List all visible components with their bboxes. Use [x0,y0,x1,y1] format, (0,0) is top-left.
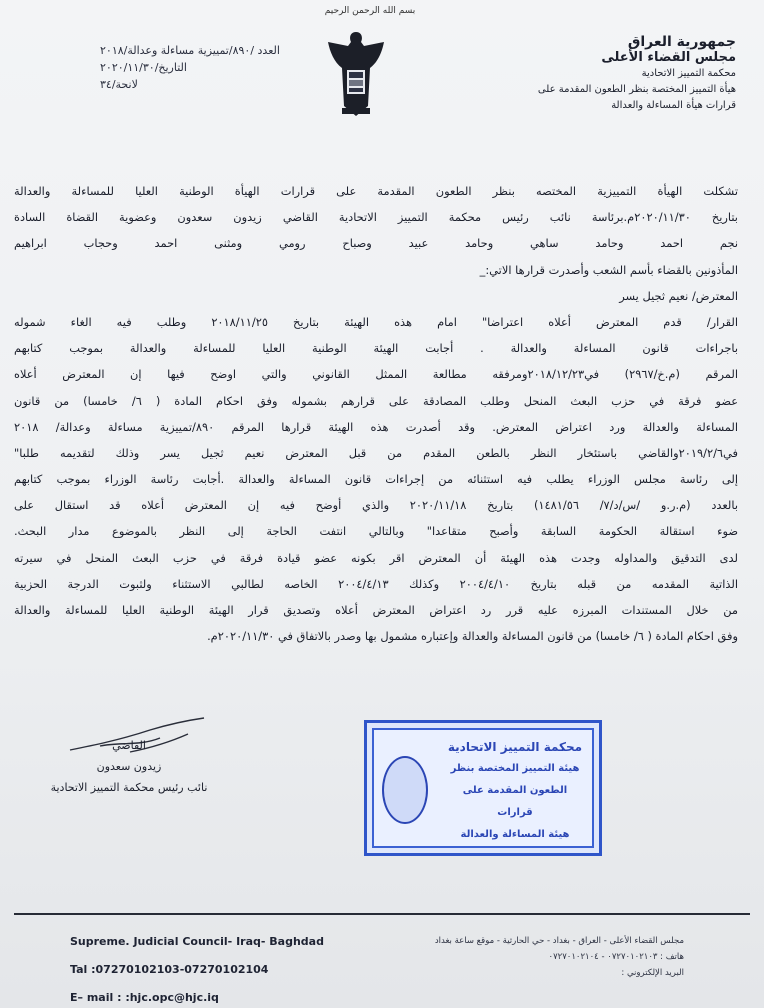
body-line-3: نجم احمد وحامد ساهي وحامد عبيد وصباح رومي ومثنى احمد وحجاب ابراهيم [14,236,738,251]
body-line-11: في٢٠١٩/٢/٦والقاضي باستئخار النظر بالطعن المقدم من قبل المعترض نعيم ثجيل يسر وذلك لتقديمه طلبا" [14,445,738,460]
body-line-10: المساءلة والعدالة ورد اعتراض المعترض. وقد أصدرت هذه الهيئة قرارها المرقم ٨٩٠/تمييزية مساءلة وعدالة/ ٢٠١٨ [14,419,738,434]
objector-name: المعترض/ نعيم ثجيل يسر [619,288,738,303]
document-date: التاريخ/٢٠٢٠/١١/٣٠ [100,61,187,74]
footer-divider [14,913,750,915]
document-ref: لانحة/٣٤ [100,78,138,91]
body-line-2: بتاريخ ٢٠٢٠/١١/٣٠م.برئاسة نائب رئيس محكمة التمييز الاتحادية القاضي زيدون سعدون وعضوية القضاة السادة [14,210,738,225]
body-line-18: وفق احكام المادة ( ٦/ خامسا) من قانون المساءلة والعدالة وإعتباره مشمول بها وصدر بالاتفاق في ٢٠٢٠/١١/٣٠م. [207,629,738,644]
basmala: بسم الله الرحمن الرحيم [324,6,416,16]
body-line-14: ضوء استقالة الحكومة السابقة وأصبح متقاعدا" وبالتالي انتفت الحاجة إلى النظر بالموضوع مدار البحث. [14,524,738,539]
stamp-emblem-icon [382,756,428,824]
body-line-17: من خلال المستندات المبرزه عليه قرر رد اعتراض المعترض أعلاه وتصديق قرار الهيئة الوطنية العليا للمساءلة والعدالة [14,603,738,617]
body-line-12: إلى رئاسة مجلس الوزراء يطلب فيه استثنائه من إجراءات قانون المساءلة والعدالة .أجابت رئاسة الوزراء بموجب كتابهم [14,472,738,487]
body-line-4: المأذونين بالقضاء بأسم الشعب وأصدرت قرارها الاتي:_ [479,262,738,277]
body-line-6: القرار/ قدم المعترض أعلاه اعتراضا" امام هذه الهيئة بتاريخ ٢٠١٨/١١/٢٥ وطلب فيه الغاء شموله [14,314,738,329]
signature-title: القاضي [112,739,146,752]
footer-ar-email: البريد الإلكتروني : [621,968,684,978]
document-number: العدد /٨٩٠/تمييزية مساءلة وعدالة/٢٠١٨ [100,44,280,57]
court-name: محكمة التمييز الاتحادية [641,68,736,79]
committee-name: هيأة التمييز المختصة بنظر الطعون المقدمة على [537,84,736,95]
court-stamp [364,720,602,856]
footer-ar-address: مجلس القضاء الأعلى - العراق - بغداد - حي الحارثية - موقع ساعة بغداد [434,936,684,946]
judge-signature-block [34,735,224,798]
footer-org: Supreme. Judicial Council- Iraq- Baghdad [70,935,324,948]
signature-position: نائب رئيس محكمة التمييز الاتحادية [50,781,208,794]
stamp-line-3: الطعون المقدمة على قرارات [462,785,568,818]
body-line-9: عضو فرقة في حزب البعث المنحل وطلب المصادقة على قرارهم بشموله وفق احكام المادة ( ٦/ خامسا) من قانون [14,393,738,408]
footer-ar-phone: هاتف : ٠٧٢٧٠١٠٢١٠٣ - ٠٧٢٧٠١٠٢١٠٤ [548,952,684,962]
body-line-15: لدى التدقيق والمداوله وجدت هذه الهيئة أن المعترض اقر بكونه عضو قيادة فرقة في حزب البعث المنحل في سيرته [14,550,738,565]
iraq-eagle-emblem [320,28,392,120]
stamp-line-1: محكمة التمييز الاتحادية [447,740,583,754]
committee-name-line2: قرارات هيأة المساءلة والعدالة [611,100,736,111]
stamp-line-2: هيئة التمييز المختصة بنظر [450,763,580,774]
footer-english [70,928,324,1008]
footer-email: E– mail : :hjc.opc@hjc.iq [70,991,219,1004]
body-line-8: المرقم (م.خ/٢٩٦٧) في٢٠١٨/١٢/٢٣ومرفقه مطالعة الممثل القانوني والتي اوضح فيها إن المعترض أعلاه [14,367,738,382]
body-line-1: تشكلت الهيأة التمييزية المختصه بنظر الطعون المقدمة على قرارات الهيأة الوطنية العليا للمساءلة والعدالة [14,184,738,198]
decision-body [14,178,738,649]
stamp-line-4: هيئة المساءلة والعدالة [460,829,570,840]
footer-arabic [384,933,684,981]
body-line-16: الذاتية المقدمه من قبله بتاريخ ٢٠٠٤/٤/١٠ وكذلك ٢٠٠٤/٤/١٣ الخاصه لطالبي الاستثناء ولثبوت الدرجة الحزبية [14,576,738,591]
council-name: مجلس القضاء الأعلى [601,50,736,65]
body-line-7: باجراءات قانون المساءلة والعدالة . أجابت الهيئة الوطنية العليا للمساءلة والعدالة بموجب كتابهم [14,341,738,356]
body-line-13: بالعدد (م.ر.و /س/د/٧/ ١٤٨١/٥٦) بتاريخ ٢٠٢٠/١١/١٨ والذي أوضح فيه إن المعترض أعلاه قد استقال على [14,498,738,513]
footer-tel: Tal :07270102103-07270102104 [70,963,269,976]
republic-name: جمهورية العراق [627,34,736,50]
document-reference [100,42,300,93]
letterhead-right [486,34,736,114]
signature-name: زيدون سعدون [96,760,162,773]
